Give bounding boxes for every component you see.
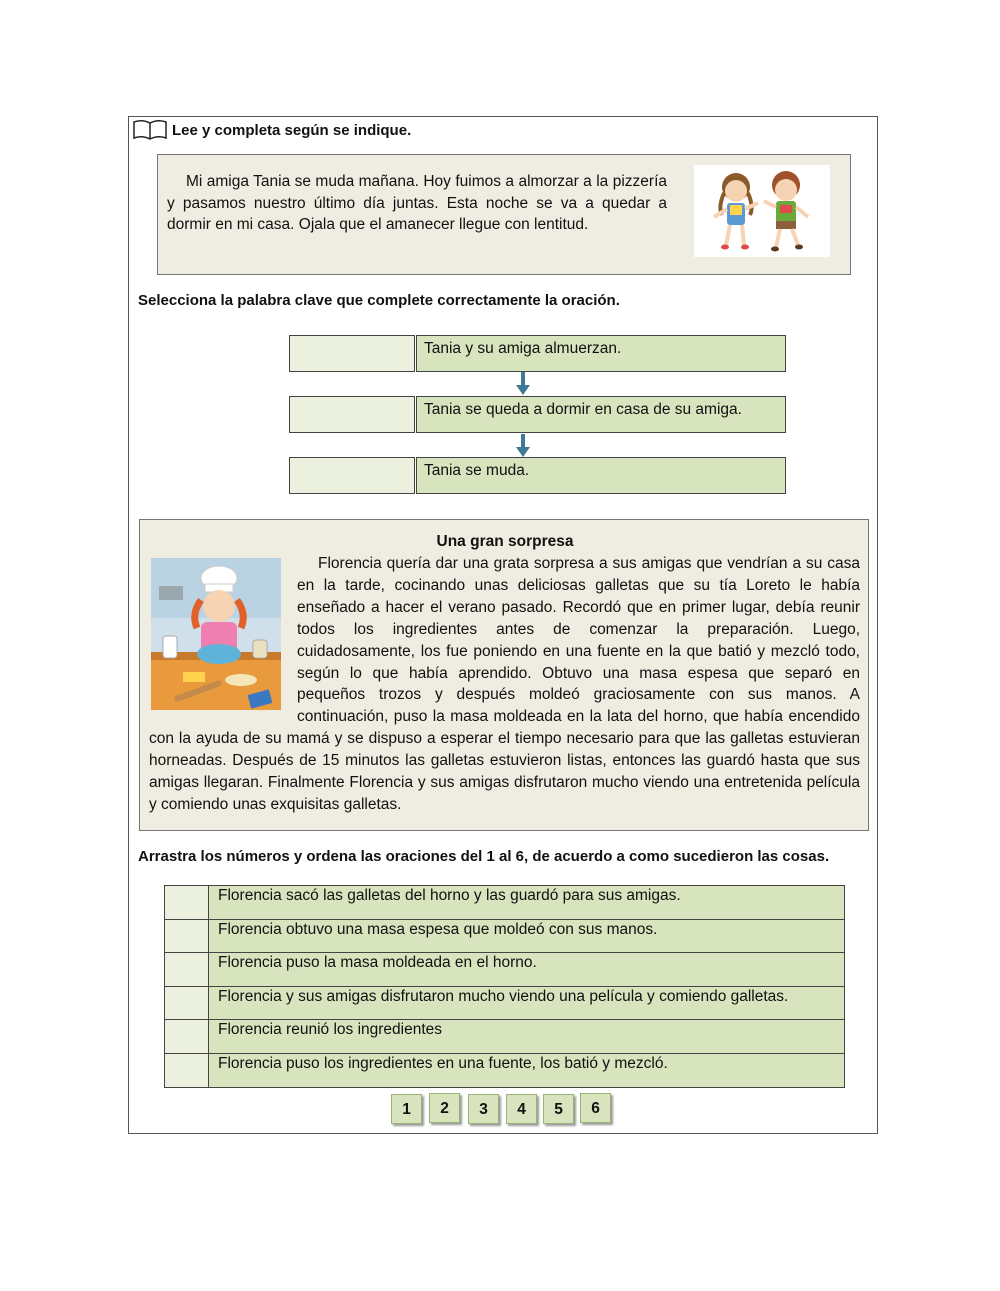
number-tile-1[interactable]: 1	[391, 1094, 422, 1124]
number-tile-4[interactable]: 4	[506, 1094, 537, 1124]
order-drop-slot[interactable]	[165, 919, 209, 953]
number-tile-2[interactable]: 2	[429, 1093, 460, 1123]
sequence-row	[289, 457, 786, 494]
sequence-row	[289, 335, 786, 372]
number-tiles	[0, 1093, 1000, 1125]
order-sentence: Florencia y sus amigas disfrutaron mucho viendo una película y comiendo galletas.	[209, 986, 845, 1020]
order-sentence: Florencia reunió los ingredientes	[209, 1020, 845, 1054]
ordering-table	[164, 885, 845, 1088]
table-row	[165, 953, 845, 987]
number-tile-5[interactable]: 5	[543, 1094, 574, 1124]
table-row	[165, 1053, 845, 1087]
story-florencia-text: Florencia quería dar una grata sorpresa a sus amigas que vendrían a su casa en la tarde, cocinando unas deliciosas galletas que su tía Loreto le había enseñado a hacer el verano pasado. Recordó que en primer lugar, debía reunir todos los ingredientes antes de comenzar la preparación. Luego, cuidadosamente, los fue poniendo en una fuente en la que batió y mezcló todo, según lo que había aprendido. Obtuvo una masa espesa que separó en pequeños trozos y después moldeó graciosamente con sus manos. A continuación, puso la masa moldeada en la lata del horno, que había encendido con la ayuda de su mamá y se dispuso a esperar el tiempo necesario para que las galletas estuvieran horneadas. Después de 15 minutos las galletas estuvieron listas, entonces las guardó hasta que sus amigas llegaran. Finalmente Florencia y sus amigas disfrutaron mucho viendo una entretenida película y comiendo unas exquisitas galletas.	[149, 555, 860, 813]
order-drop-slot[interactable]	[165, 986, 209, 1020]
order-drop-slot[interactable]	[165, 1053, 209, 1087]
instruction-order: Arrastra los números y ordena las oraciones del 1 al 6, de acuerdo a como sucedieron las cosas.	[138, 848, 830, 865]
table-row	[165, 986, 845, 1020]
order-sentence: Florencia puso los ingredientes en una fuente, los batió y mezcló.	[209, 1053, 845, 1087]
story-tania-panel	[157, 154, 851, 275]
order-sentence: Florencia obtuvo una masa espesa que moldeó con sus manos.	[209, 919, 845, 953]
table-row	[165, 919, 845, 953]
down-arrow-icon	[515, 372, 531, 396]
order-drop-slot[interactable]	[165, 953, 209, 987]
book-icon	[132, 119, 168, 141]
girl-cooking-illustration	[149, 556, 297, 712]
order-sentence: Florencia sacó las galletas del horno y las guardó para sus amigas.	[209, 886, 845, 920]
story-florencia-panel	[139, 519, 869, 831]
story-tania-text: Mi amiga Tania se muda mañana. Hoy fuimos a almorzar a la pizzería y pasamos nuestro último día juntas. Esta noche se va a quedar a dormir en mi casa. Ojala que el amanecer llegue con lentitud.	[167, 173, 667, 234]
instruction-read-text: Lee y completa según se indique.	[172, 121, 412, 139]
order-drop-slot[interactable]	[165, 886, 209, 920]
table-row	[165, 886, 845, 920]
order-drop-slot[interactable]	[165, 1020, 209, 1054]
sequence-sentence: Tania y su amiga almuerzan.	[416, 335, 786, 372]
sequence-answer-slot[interactable]	[289, 457, 415, 494]
two-girls-illustration	[694, 165, 830, 257]
sequence-answer-slot[interactable]	[289, 396, 415, 433]
instruction-read	[132, 118, 411, 142]
sequence-row	[289, 396, 786, 433]
instruction-select: Selecciona la palabra clave que complete correctamente la oración.	[138, 292, 620, 309]
number-tile-6[interactable]: 6	[580, 1093, 611, 1123]
sequence-sentence: Tania se muda.	[416, 457, 786, 494]
number-tile-3[interactable]: 3	[468, 1094, 499, 1124]
table-row	[165, 1020, 845, 1054]
story-florencia-title: Una gran sorpresa	[436, 533, 574, 550]
down-arrow-icon	[515, 434, 531, 458]
story-florencia-body	[149, 553, 860, 816]
order-sentence: Florencia puso la masa moldeada en el horno.	[209, 953, 845, 987]
sequence-answer-slot[interactable]	[289, 335, 415, 372]
sequence-sentence: Tania se queda a dormir en casa de su amiga.	[416, 396, 786, 433]
